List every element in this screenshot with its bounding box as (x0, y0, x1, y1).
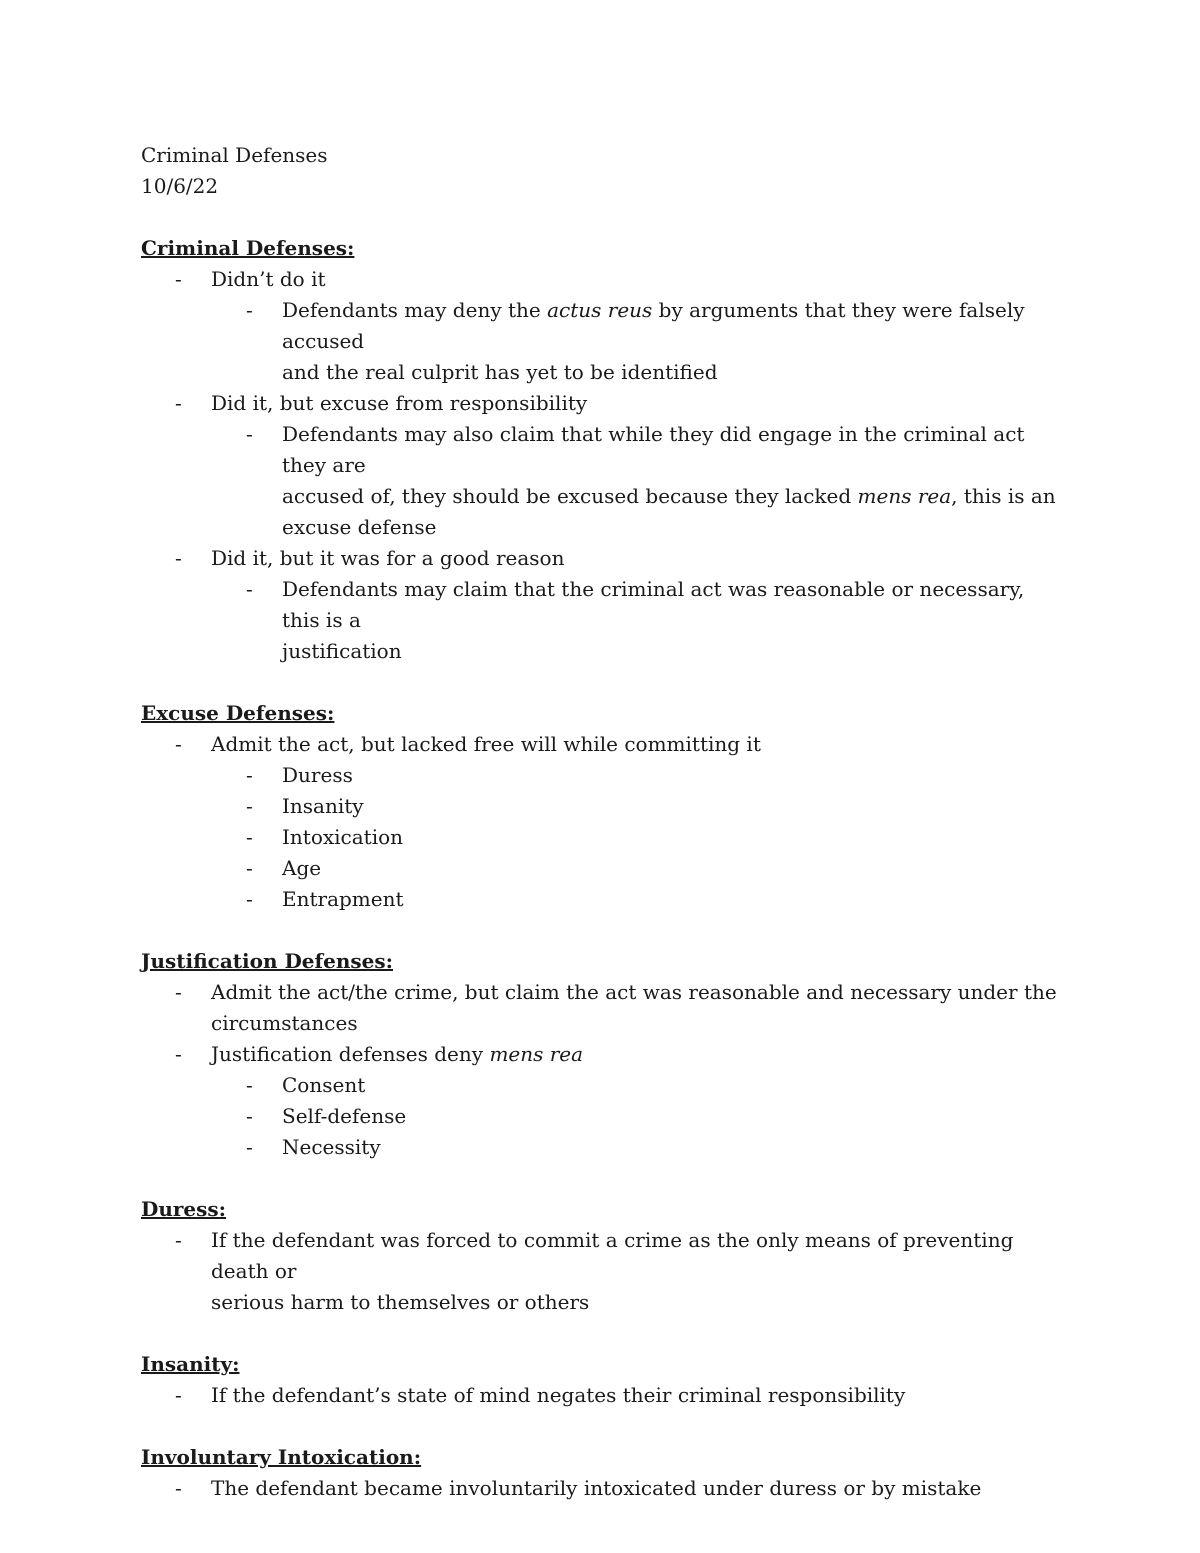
list-item (141, 760, 1061, 791)
list-item-text: Necessity (282, 1135, 381, 1159)
list-item (141, 1039, 1061, 1070)
list-item-text: Intoxication (282, 825, 404, 849)
list-item (141, 419, 1061, 543)
list-item (141, 1132, 1061, 1163)
list-item (141, 1070, 1061, 1101)
spacer (141, 1318, 1061, 1349)
bullet-dash: - (175, 267, 182, 291)
list-item (141, 543, 1061, 574)
list-item (141, 1225, 1061, 1318)
list-item-text: Justification defenses deny mens rea (211, 1042, 584, 1066)
bullet-dash: - (246, 298, 253, 322)
list-item-text: Self-defense (282, 1104, 407, 1128)
list-item (141, 791, 1061, 822)
list-item (141, 264, 1061, 295)
list-item-text: Duress (282, 763, 353, 787)
list-item-text: Admit the act, but lacked free will while committing it (211, 732, 761, 756)
list-item-text: Admit the act/the crime, but claim the act was reasonable and necessary under the circumstances (211, 980, 1057, 1035)
bullet-dash: - (246, 856, 253, 880)
bullet-dash: - (246, 825, 253, 849)
bullet-dash: - (246, 763, 253, 787)
spacer (141, 667, 1061, 698)
document-date: 10/6/22 (141, 174, 219, 198)
bullet-dash: - (175, 1228, 182, 1252)
list-item (141, 884, 1061, 915)
list-item (141, 729, 1061, 760)
bullet-dash: - (175, 980, 182, 1004)
latin-term: actus reus (547, 298, 653, 322)
document-title: Criminal Defenses (141, 143, 328, 167)
list-item (141, 574, 1061, 667)
list-item (141, 1473, 1061, 1504)
bullet-dash: - (246, 1104, 253, 1128)
list-item (141, 822, 1061, 853)
list-item (141, 1101, 1061, 1132)
section-heading-duress: Duress: (141, 1197, 227, 1221)
bullet-dash: - (246, 1073, 253, 1097)
document-body (141, 140, 1061, 1504)
bullet-dash: - (175, 732, 182, 756)
list-item-text: Insanity (282, 794, 364, 818)
spacer (141, 1163, 1061, 1194)
bullet-dash: - (246, 422, 253, 446)
list-item-text: Didn’t do it (211, 267, 326, 291)
list-item (141, 388, 1061, 419)
list-item (141, 295, 1061, 388)
list-item-text: Defendants may deny the actus reus by arguments that they were falsely accused and the real culprit has yet to be identified (282, 298, 1025, 384)
bullet-dash: - (175, 391, 182, 415)
list-item (141, 977, 1061, 1039)
list-item-text: Defendants may claim that the criminal act was reasonable or necessary, this is a justification (282, 577, 1025, 663)
bullet-dash: - (175, 1383, 182, 1407)
list-item-text: Entrapment (282, 887, 404, 911)
list-item-text: Did it, but excuse from responsibility (211, 391, 588, 415)
bullet-dash: - (246, 1135, 253, 1159)
list-item-text: Age (282, 856, 322, 880)
bullet-dash: - (175, 1476, 182, 1500)
latin-term: mens rea (857, 484, 952, 508)
list-item-text: The defendant became involuntarily intoxicated under duress or by mistake (211, 1476, 982, 1500)
list-item (141, 1380, 1061, 1411)
section-heading-insanity: Insanity: (141, 1352, 240, 1376)
spacer (141, 915, 1061, 946)
list-item-text: If the defendant’s state of mind negates their criminal responsibility (211, 1383, 906, 1407)
bullet-dash: - (246, 794, 253, 818)
bullet-dash: - (246, 887, 253, 911)
spacer (141, 1411, 1061, 1442)
bullet-dash: - (175, 546, 182, 570)
list-item-text: Defendants may also claim that while they did engage in the criminal act they are accused of, they should be excused because they lacked mens rea, this is an excuse defense (282, 422, 1056, 539)
bullet-dash: - (246, 577, 253, 601)
section-heading-excuse-defenses: Excuse Defenses: (141, 701, 335, 725)
spacer (141, 202, 1061, 233)
list-item (141, 853, 1061, 884)
list-item-text: Did it, but it was for a good reason (211, 546, 565, 570)
section-heading-justification-defenses: Justification Defenses: (141, 949, 394, 973)
bullet-dash: - (175, 1042, 182, 1066)
section-heading-involuntary-intoxication: Involuntary Intoxication: (141, 1445, 422, 1469)
list-item-text: If the defendant was forced to commit a crime as the only means of preventing death or serious harm to themselves or others (211, 1228, 1014, 1314)
list-item-text: Consent (282, 1073, 366, 1097)
section-heading-criminal-defenses: Criminal Defenses: (141, 236, 355, 260)
latin-term: mens rea (489, 1042, 584, 1066)
